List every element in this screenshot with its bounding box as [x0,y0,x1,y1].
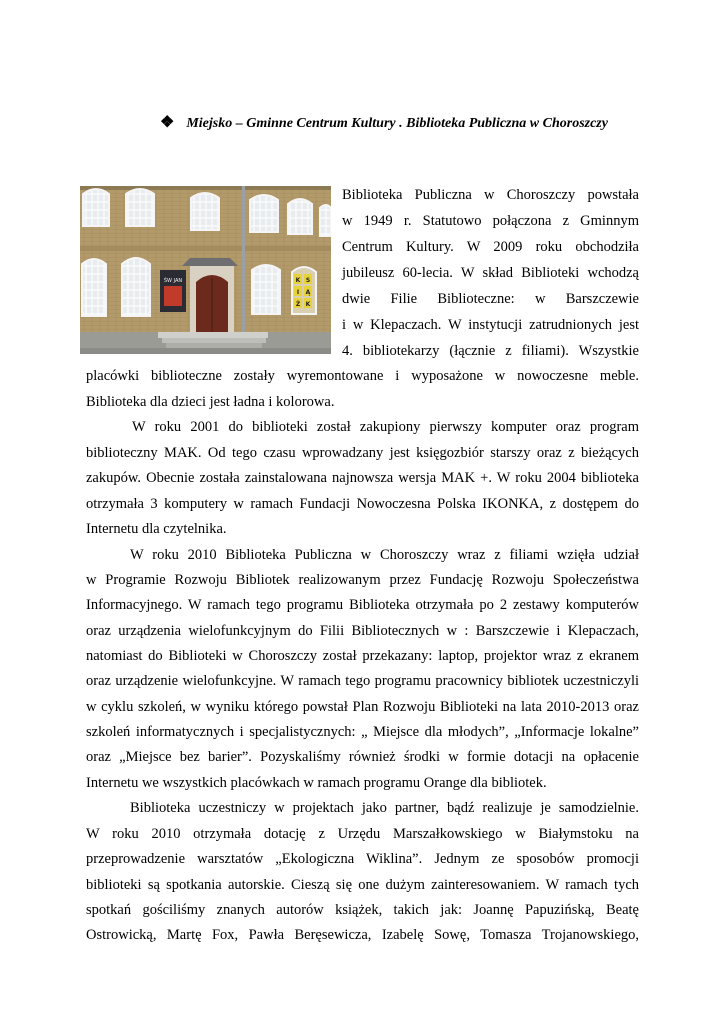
text-line: oraz urządzenie wielofunkcyjne. W ramach tego programu pracownicy bibliotek uczestniczyli [86,673,639,689]
text-line: Internetu dla czytelnika. [86,521,227,537]
section-title: Miejsko – Gminne Centrum Kultury . Biblioteka Publiczna w Choroszczy [186,116,608,131]
text-line: W roku 2001 do biblioteki został zakupiony pierwszy komputer oraz program [132,419,639,435]
text-line: Biblioteka Publiczna w Choroszczy powstała [342,187,639,203]
svg-text:I: I [296,289,300,296]
text-line: oraz urządzenia wielofunkcyjnym do Filii Bibliotecznych w : Barszczewie i Klepaczach, [86,623,639,639]
text-line: Centrum Kultury. W 2009 roku obchodziła [342,239,639,255]
text-line: otrzymała 3 komputery w ramach Fundacji Nowoczesna Polska IKONKA, z dostępem do [86,496,639,512]
section-heading [160,112,680,132]
text-line: biblioteczny MAK. Od tego czasu wprowadzany jest księgozbiór starszy oraz z bieżących [86,445,639,461]
text-line: placówki biblioteczne zostały wyremontowane i wyposażone w nowoczesne meble. [86,368,639,384]
svg-text:Ą: Ą [305,289,311,296]
text-line: w 1949 r. Statutowo połączona z Gminnym [342,213,639,229]
text-line: Biblioteka dla dzieci jest ładna i kolorowa. [86,394,335,410]
text-line: dwie Filie Biblioteczne: w Barszczewie [342,291,639,307]
text-line: Informacyjnego. W ramach tego programu Biblioteka otrzymała po 2 zestawy komputerów [86,597,639,613]
svg-text:K: K [305,301,311,308]
text-line: oraz „Miejsce bez barier”. Pozyskaliśmy również środki w formie dotacji na opłacenie [86,749,639,765]
text-line: natomiast do Biblioteki w Choroszczy został przekazany: laptop, projektor wraz z ekranem [86,648,639,664]
svg-text:S: S [305,277,311,284]
text-line: spotkań gościliśmy znanych autorów książek, takich jak: Joannę Papuzińską, Beatę [86,902,639,918]
text-line: Biblioteka uczestniczy w projektach jako partner, bądź realizuje je samodzielnie. [130,800,639,816]
text-line: Ostrowicką, Martę Fox, Pawła Beręsewicza, Izabelę Sowę, Tomasza Trojanowskiego, [86,927,639,943]
library-building-photo [80,186,331,354]
text-line: W roku 2010 otrzymała dotację z Urzędu Marszałkowskiego w Białymstoku na [86,826,639,842]
text-line: W roku 2010 Biblioteka Publiczna w Choroszczy wraz z filiami wzięła udział [130,547,639,563]
text-line: zakupów. Obecnie została zainstalowana najnowsza wersja MAK +. W roku 2004 biblioteka [86,470,639,486]
text-line: w Programie Rozwoju Bibliotek realizowanym przez Fundację Rozwoju Społeczeństwa [86,572,639,588]
text-line: szkoleń informatycznych i specjalistycznych: „ Miejsce dla młodych”, „Informacje lokalne” [86,724,639,740]
text-line: i w Klepaczach. W instytucji zatrudnionych jest [342,317,639,333]
svg-text:K: K [295,277,301,284]
text-line: 4. bibliotekarzy (łącznie z filiami). Wszystkie [342,343,639,359]
svg-text:Ż: Ż [295,301,301,308]
diamond-bullet-icon: ❖ [160,114,175,131]
text-line: jubileusz 60-lecia. W skład Biblioteki wchodzą [342,265,639,281]
text-line: w cyklu szkoleń, w wyniku którego powstał Plan Rozwoju Biblioteki na lata 2010-2013 oraz [86,699,639,715]
text-line: Internetu we wszystkich placówkach w ramach programu Orange dla bibliotek. [86,775,547,791]
text-line: przeprowadzenie warsztatów „Ekologiczna Wiklina”. Jednym ze sposobów promocji [86,851,639,867]
svg-text:ŚW JAN: ŚW JAN [163,278,183,284]
text-line: biblioteki są spotkania autorskie. Cieszą się one dużym zainteresowaniem. W ramach tych [86,877,639,893]
